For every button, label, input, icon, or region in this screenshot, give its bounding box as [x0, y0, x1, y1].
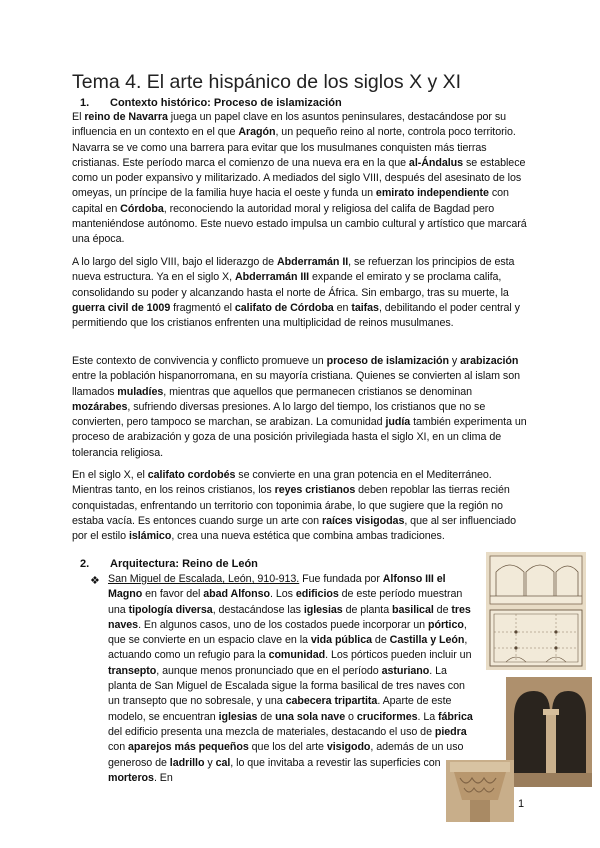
bold-term: proceso de islamización: [326, 355, 449, 367]
bold-term: cruciformes: [356, 710, 418, 723]
bold-term: una sola nave: [275, 710, 346, 723]
text-run: , aunque menos pronunciado que en el período: [156, 664, 382, 677]
text-run: , destacándose las: [212, 603, 304, 616]
bullet-diamond-icon: ❖: [90, 575, 100, 587]
bold-term: taifas: [351, 301, 379, 314]
bold-term: Aragón: [238, 126, 276, 139]
bullet-paragraph: [108, 572, 476, 786]
text-run: . Aparte de este modelo, se encuentran: [108, 695, 452, 723]
text-run: , actuando como un refugio para la: [108, 634, 468, 662]
bold-term: raíces visigodas: [321, 514, 405, 527]
bold-term: Abderramán II: [276, 256, 349, 268]
bold-term: al-Ándalus: [408, 156, 464, 169]
horseshoe-arch-window-image: [506, 677, 592, 787]
text-run: , mientras que aquellos que permanecen cristianos se denominan: [163, 385, 473, 398]
bold-term: asturiano: [381, 664, 430, 677]
text-run: se convierte en una gran potencia en el Mediterráneo. Mientras tanto, en los reinos cristianos, los: [72, 469, 492, 497]
text-run: juega un papel clave en los asuntos peninsulares, destacándose por su influencia en un contexto en el que: [72, 111, 507, 139]
underlined-text: San Miguel de Escalada, León, 910-913.: [108, 573, 300, 585]
paragraph: [72, 468, 530, 544]
text-run: del edificio presenta una mezcla de materiales, destacando el uso de: [108, 725, 435, 738]
bold-term: abad Alfonso: [203, 588, 270, 601]
text-run: que los del arte: [248, 741, 327, 754]
text-run: Fue fundada por: [299, 573, 383, 585]
bold-term: vida pública: [310, 634, 373, 647]
text-run: se establece como un poder expansivo y militarizado. A mediados del siglo VIII, después del asesinato de los omeyas, un príncipe de la familia huye hacia el oeste y funda un: [72, 156, 526, 200]
text-run: , un pequeño reino al norte, controla poco territorio. Navarra se ve como una barrera para evitar que los musulmanes conquisten más tierras cristianas. Este período marca el comienzo de una nueva era en la que: [72, 126, 516, 169]
text-run: en favor del: [142, 588, 204, 601]
paragraph: [72, 110, 530, 248]
text-run: de: [372, 634, 390, 647]
bold-term: morteros: [108, 771, 154, 784]
bold-term: basilical: [392, 603, 434, 616]
text-run: En el siglo X, el: [72, 469, 148, 481]
section-heading-context: [80, 96, 342, 111]
text-run: con capital en: [72, 187, 509, 215]
bold-term: ladrillo: [169, 756, 205, 769]
text-run: . Los pórticos pueden incluir un: [325, 649, 472, 662]
bold-term: visigodo: [326, 741, 371, 754]
bold-term: Abderramán III: [234, 271, 310, 284]
bold-term: judía: [385, 416, 411, 429]
text-run: . Los: [269, 588, 296, 601]
bold-term: piedra: [434, 725, 467, 738]
page-number: 1: [518, 798, 525, 810]
text-run: y: [449, 355, 461, 367]
text-run: de: [257, 710, 276, 723]
text-run: también experimenta un proceso de arabización y goza de una posición privilegiada hasta el siglo XI, en un clima de tolerancia religiosa.: [72, 416, 527, 459]
section-heading-architecture: [80, 557, 258, 572]
paragraph: [72, 354, 530, 461]
bold-term: transepto: [108, 664, 157, 677]
section-number: 1.: [80, 97, 90, 109]
church-floor-plan-image: [486, 552, 586, 670]
bold-term: tipología diversa: [128, 603, 213, 616]
bold-term: Castilla y León: [389, 634, 465, 647]
text-run: , lo que invitaba a revestir las superficies con: [230, 756, 441, 769]
bold-term: reyes cristianos: [274, 484, 356, 497]
bold-term: pórtico: [427, 618, 464, 631]
text-run: . La: [417, 710, 439, 723]
bold-term: mozárabes: [72, 400, 128, 413]
text-run: , sufriendo diversas presiones. A lo largo del tiempo, los cristianos que no se convierten, pero tampoco se marchan, se arabizan. La comunidad: [72, 400, 486, 429]
bold-term: muladíes: [117, 385, 164, 398]
text-run: Este contexto de convivencia y conflicto promueve un: [72, 355, 327, 367]
section-title: Contexto histórico: Proceso de islamización: [110, 97, 342, 109]
text-run: de planta: [342, 603, 393, 616]
bold-term: Córdoba: [120, 202, 164, 215]
text-run: El: [72, 111, 85, 123]
text-run: , crea una nueva estética que combina ambas tradiciones.: [171, 530, 445, 543]
text-run: con: [108, 741, 129, 754]
bold-term: comunidad: [268, 649, 326, 662]
bold-term: fábrica: [438, 710, 473, 723]
bold-term: tres naves: [108, 603, 471, 631]
bold-term: Alfonso III el Magno: [108, 573, 446, 601]
text-run: A lo largo del siglo VIII, bajo el liderazgo de: [72, 256, 277, 268]
bold-term: cal: [215, 756, 231, 769]
text-run: o: [345, 710, 357, 723]
bold-term: iglesias: [303, 603, 343, 616]
text-run: , además de un uso generoso de: [108, 741, 464, 769]
bold-term: iglesias: [218, 710, 258, 723]
bold-term: islámico: [128, 530, 172, 543]
text-run: expande el emirato y se proclama califa, consolidando su poder y alcanzando hasta el norte de África. Sin embargo, tras su muerte, la: [72, 271, 509, 299]
text-run: de: [433, 603, 452, 616]
column-capital-image: [446, 760, 514, 822]
paragraph: [72, 255, 530, 331]
section-number: 2.: [80, 558, 90, 570]
text-run: en: [333, 301, 352, 314]
text-run: , se refuerzan los principios de esta nueva estructura. Ya en el siglo X,: [72, 256, 515, 284]
bold-term: edificios: [295, 588, 339, 601]
text-run: y: [204, 756, 216, 769]
text-run: entre la población hispanorromana, en su mayoría cristiana. Quienes se convierten al islam son llamados: [72, 370, 520, 398]
bold-term: califato cordobés: [147, 469, 236, 481]
text-run: fragmentó el: [170, 301, 235, 314]
page-title: Tema 4. El arte hispánico de los siglos X y XI: [72, 71, 462, 93]
section-title: Arquitectura: Reino de León: [110, 558, 258, 570]
bold-term: reino de Navarra: [84, 111, 168, 123]
text-run: , reconociendo la autoridad moral y religiosa del califa de Bagdad pero manteniéndose autónomo. Este nuevo estado impulsa un cambio cultural y artístico que marcará una época.: [72, 202, 527, 246]
bold-term: guerra civil de 1009: [72, 301, 171, 314]
text-run: deben repoblar las tierras recién conquistadas, enfrentando un territorio con toponimia árabe, lo que sugiere que la región no estaba vacía. Es entonces cuando surge un arte con: [72, 484, 510, 527]
text-run: de este período muestran una: [108, 588, 463, 616]
text-run: . En: [153, 771, 173, 784]
bold-term: aparejos más pequeños: [128, 741, 249, 754]
text-run: , debilitando el poder central y permitiendo que los cristianos enfrenten una multiplicidad de reinos musulmanes.: [72, 301, 520, 330]
text-run: . La planta de San Miguel de Escalada sigue la forma basilical de tres naves con un transepto que no sobresale, y una: [108, 664, 465, 708]
bold-term: califato de Córdoba: [234, 301, 334, 314]
text-run: . En algunos casos, uno de los costados puede incorporar un: [138, 618, 428, 631]
text-run: , que se convierte en un espacio clave en la: [108, 618, 467, 647]
bold-term: arabización: [460, 355, 519, 367]
bold-term: emirato independiente: [375, 187, 489, 200]
bold-term: cabecera tripartita: [285, 695, 378, 708]
text-run: , que al ser influenciado por el estilo: [72, 514, 516, 543]
